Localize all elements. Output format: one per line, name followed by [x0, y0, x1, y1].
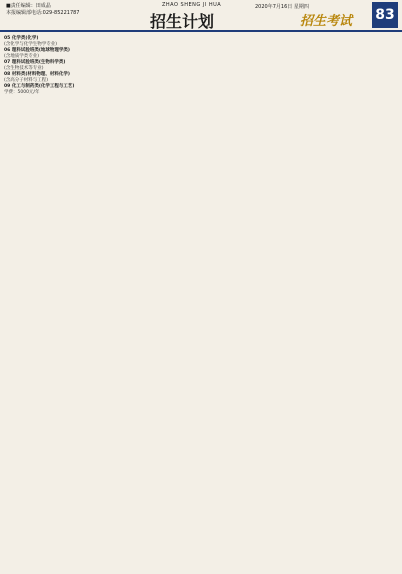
entry-desc: (含生物技术等专业) [4, 66, 44, 71]
entry-name: 06 理科试验班类(地球物理学类) [4, 48, 70, 53]
entry-name: 05 化学类(化学) [4, 36, 39, 41]
list-item [4, 48, 78, 60]
editor-info [6, 3, 79, 17]
entry-name: 09 化工与制药类(化学工程与工艺) [4, 84, 75, 89]
list-item [4, 60, 78, 72]
publish-date: 2020年7月16日 星期四 [255, 4, 309, 10]
title-pinyin: ZHAO SHENG JI HUA [162, 2, 222, 8]
phone-line: 本报编辑部电话:029-85221787 [6, 10, 80, 16]
list-item [4, 72, 78, 84]
entry-name: 07 理科试验班类(生物科学类) [4, 60, 66, 65]
entry-name: 08 材料类(材料物理、材料化学) [4, 72, 70, 77]
entry-desc: 学费：5000元/年 [4, 90, 40, 95]
brand-logo-text: 招生考试 [300, 14, 353, 29]
editor-line: ■责任编辑：田成晶 [6, 3, 51, 9]
entry-desc: (含化学与化学生物学专业) [4, 42, 58, 47]
entry-desc: (含地质学类专业) [4, 54, 40, 59]
page-number-badge: 83 [372, 2, 398, 28]
entry-desc: (含高分子材料与工程) [4, 78, 49, 83]
list-item [4, 36, 78, 48]
page-header [0, 0, 402, 32]
column-1 [4, 36, 78, 96]
page-title: 招生计划 [150, 12, 215, 31]
list-item [4, 84, 78, 96]
